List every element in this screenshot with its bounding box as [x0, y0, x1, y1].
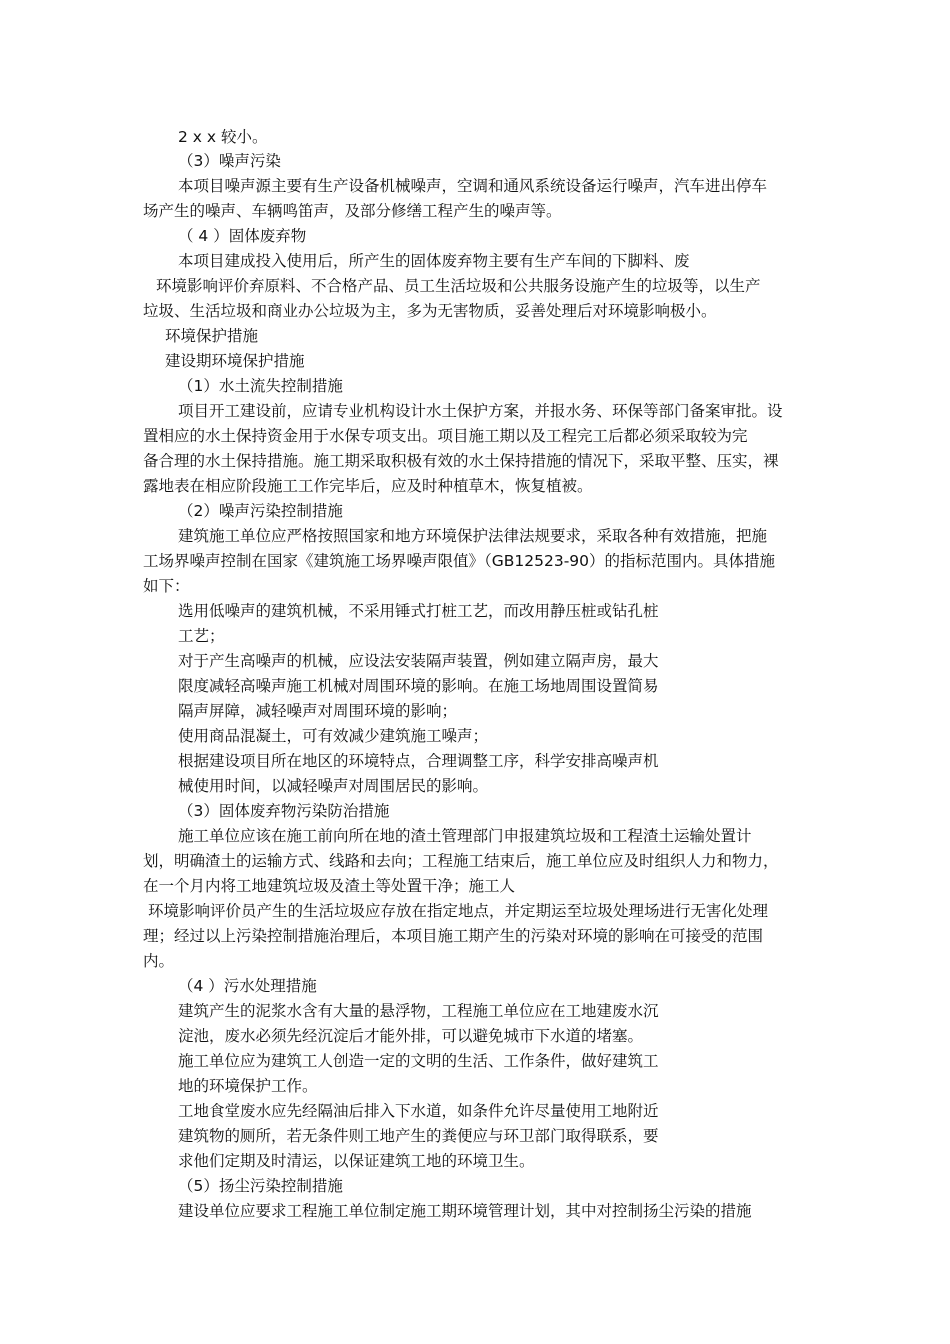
text-line: 建设单位应要求工程施工单位制定施工期环境管理计划，其中对控制扬尘污染的措施	[178, 1202, 752, 1220]
text-line: 内。	[143, 952, 175, 970]
text-line: 限度减轻高噪声施工机械对周围环境的影响。在施工场地周围设置简易	[178, 677, 659, 695]
text-line: 环境影响评价员产生的生活垃圾应存放在指定地点，并定期运至垃圾处理场进行无害化处理	[148, 902, 769, 920]
text-line: 建筑产生的泥浆水含有大量的悬浮物，工程施工单位应在工地建废水沉	[178, 1002, 659, 1020]
text-line: 置相应的水土保持资金用于水保专项支出。项目施工期以及工程完工后都必须采取较为完	[143, 427, 748, 445]
text-line: 在一个月内将工地建筑垃圾及渣土等处置干净；施工人	[143, 877, 516, 895]
text-line: 建筑物的厕所，若无条件则工地产生的粪便应与环卫部门取得联系，要	[178, 1127, 659, 1145]
text-line: 施工单位应为建筑工人创造一定的文明的生活、工作条件，做好建筑工	[178, 1052, 659, 1070]
text-line: 场产生的噪声、车辆鸣笛声，及部分修缮工程产生的噪声等。	[143, 202, 562, 220]
text-line: 建筑施工单位应严格按照国家和地方环境保护法律法规要求，采取各种有效措施，把施	[178, 527, 768, 545]
section-heading: （5）扬尘污染控制措施	[178, 1177, 343, 1195]
text-line: 械使用时间，以减轻噪声对周围居民的影响。	[178, 777, 489, 795]
text-line: 对于产生高噪声的机械，应设法安装隔声装置，例如建立隔声房，最大	[178, 652, 659, 670]
section-heading: （ 4 ）固体废弃物	[178, 227, 307, 245]
section-heading: （3）噪声污染	[178, 152, 281, 170]
text-line: 2 x x 较小。	[178, 128, 268, 146]
text-line: 理；经过以上污染控制措施治理后，本项目施工期产生的污染对环境的影响在可接受的范围	[143, 927, 764, 945]
text-line: 地的环境保护工作。	[178, 1077, 318, 1095]
section-heading: （3）固体废弃物污染防治措施	[178, 802, 390, 820]
section-heading: （2）噪声污染控制措施	[178, 502, 343, 520]
text-line: 工场界噪声控制在国家《建筑施工场界噪声限值》（GB12523-90）的指标范围内。具体措施	[143, 552, 776, 570]
section-heading: 建设期环境保护措施	[165, 352, 305, 370]
text-line: 求他们定期及时清运，以保证建筑工地的环境卫生。	[178, 1152, 535, 1170]
text-line: 淀池，废水必须先经沉淀后才能外排，可以避免城市下水道的堵塞。	[178, 1027, 644, 1045]
text-line: 工地食堂废水应先经隔油后排入下水道，如条件允许尽量使用工地附近	[178, 1102, 659, 1120]
text-line: 根据建设项目所在地区的环境特点，合理调整工序，科学安排高噪声机	[178, 752, 659, 770]
text-line: 选用低噪声的建筑机械，不采用锤式打桩工艺，而改用静压桩或钻孔桩	[178, 602, 659, 620]
text-line: 本项目噪声源主要有生产设备机械噪声，空调和通风系统设备运行噪声，汽车进出停车	[178, 177, 768, 195]
text-line: 施工单位应该在施工前向所在地的渣土管理部门申报建筑垃圾和工程渣土运输处置计	[178, 827, 752, 845]
text-line: 隔声屏障，减轻噪声对周围环境的影响；	[178, 702, 458, 720]
text-line: 露地表在相应阶段施工工作完毕后，应及时种植草木，恢复植被。	[143, 477, 593, 495]
text-line: 工艺；	[178, 627, 225, 645]
section-heading: （1）水土流失控制措施	[178, 377, 343, 395]
text-line: 如下：	[143, 577, 190, 595]
text-line: 项目开工建设前，应请专业机构设计水土保护方案，并报水务、环保等部门备案审批。设	[178, 402, 783, 420]
section-heading: （4 ）污水处理措施	[178, 977, 317, 995]
text-line: 垃圾、生活垃圾和商业办公垃圾为主，多为无害物质，妥善处理后对环境影响极小。	[143, 302, 717, 320]
text-line: 环境影响评价弃原料、不合格产品、员工生活垃圾和公共服务设施产生的垃圾等，以生产	[156, 277, 761, 295]
text-line: 备合理的水土保持措施。施工期采取积极有效的水土保持措施的情况下，采取平整、压实，裸	[143, 452, 779, 470]
section-heading: 环境保护措施	[165, 327, 259, 345]
text-line: 划，明确渣土的运输方式、线路和去向；工程施工结束后，施工单位应及时组织人力和物力，	[143, 852, 779, 870]
text-line: 本项目建成投入使用后，所产生的固体废弃物主要有生产车间的下脚料、废	[178, 252, 690, 270]
text-line: 使用商品混凝土，可有效减少建筑施工噪声；	[178, 727, 489, 745]
